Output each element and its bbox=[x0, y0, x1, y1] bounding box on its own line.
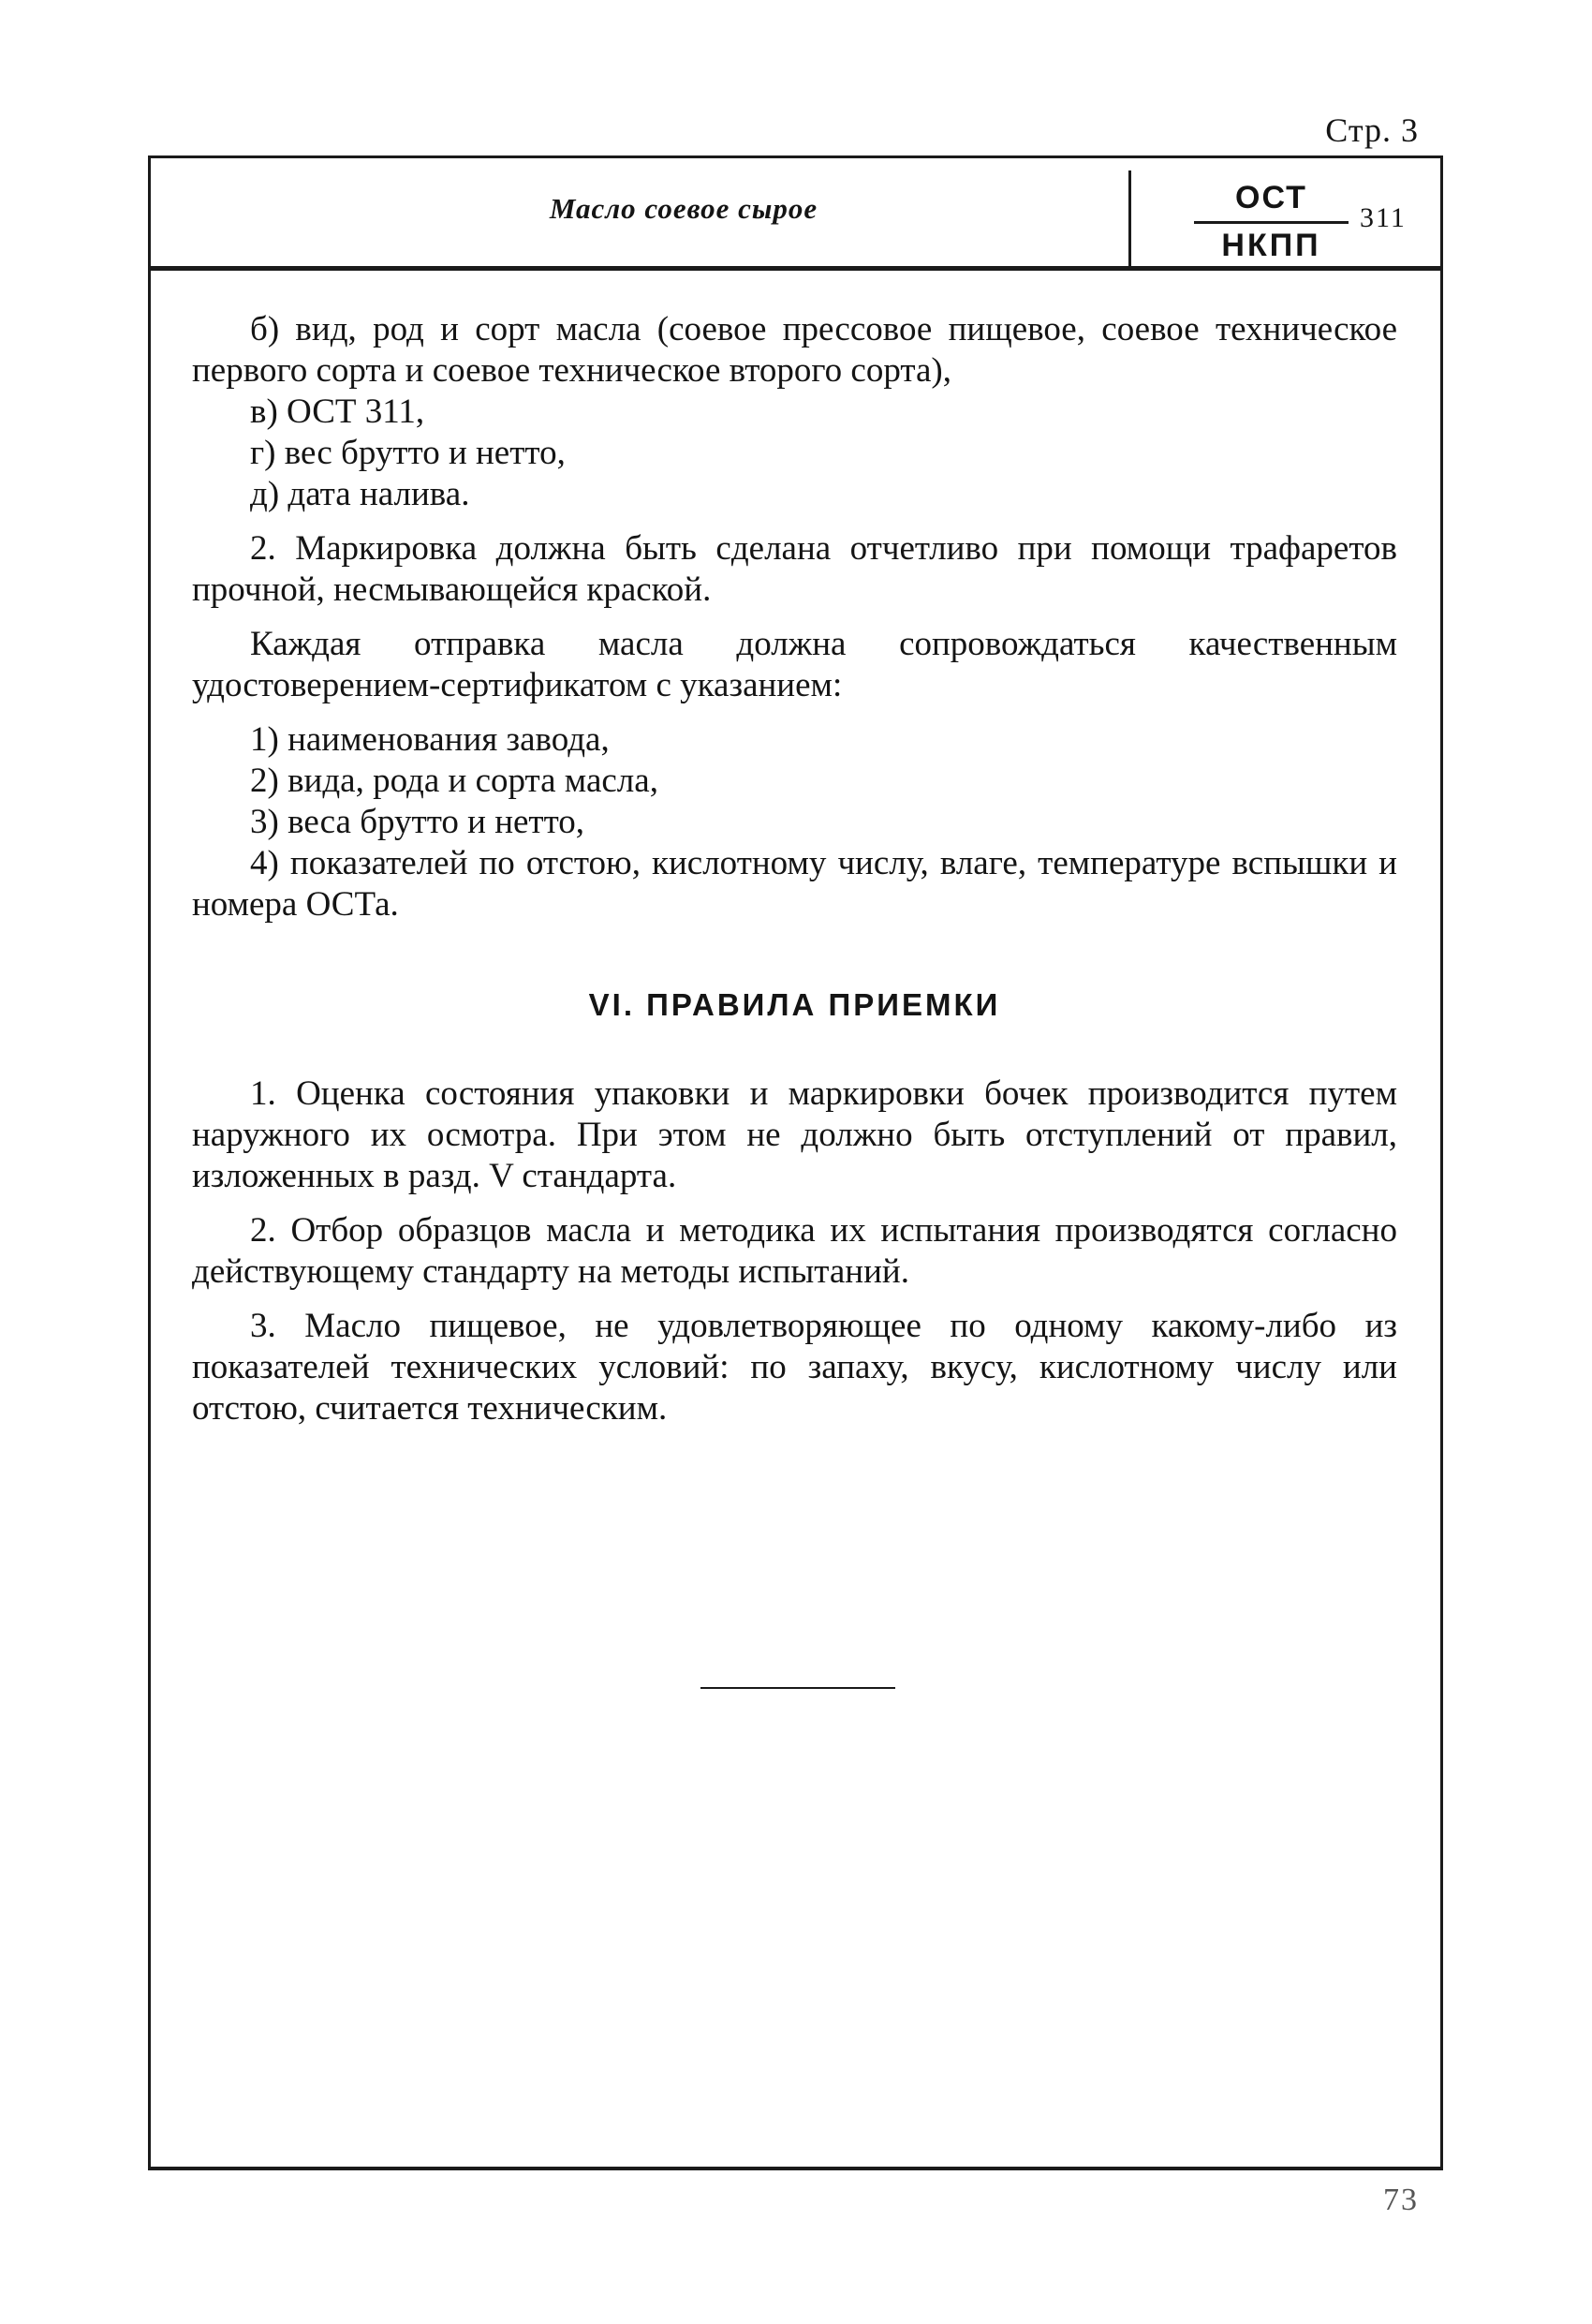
list-item-b: б) вид, род и сорт масла (соевое прессовое пищевое, соевое техническое первого сорта и соевое техническое второго сорта), bbox=[192, 310, 1397, 390]
header-divider bbox=[1128, 170, 1131, 266]
section-title: VI. ПРАВИЛА ПРИЕМКИ bbox=[588, 987, 1001, 1022]
certificate-item-3: 3) веса брутто и нетто, bbox=[250, 803, 585, 841]
frame-left-rule bbox=[148, 157, 151, 2169]
standard-top: ОСТ bbox=[1235, 180, 1307, 215]
end-rule bbox=[700, 1687, 895, 1689]
document-body bbox=[192, 309, 1397, 1429]
acceptance-rule-1: 1. Оценка состояния упаковки и маркировки бочек производится путем наружного их осмотра. При этом не должно быть отступлений от правил, изложенных в разд. V стандарта. bbox=[192, 1074, 1397, 1195]
page-label: Стр. 3 bbox=[1325, 111, 1419, 149]
list-item-g: г) вес брутто и нетто, bbox=[250, 434, 566, 472]
certificate-item-1: 1) наименования завода, bbox=[250, 720, 610, 759]
list-item-v: в) ОСТ 311, bbox=[250, 392, 425, 431]
frame-top-rule bbox=[148, 155, 1443, 158]
frame-bottom-rule bbox=[148, 2167, 1443, 2170]
list-item-d: д) дата налива. bbox=[250, 475, 470, 513]
standard-bottom: НКПП bbox=[1221, 228, 1321, 263]
paragraph-certificate: Каждая отправка масла должна сопровождаться качественным удостоверением-сертификатом с указанием: bbox=[192, 625, 1397, 704]
acceptance-rule-3: 3. Масло пищевое, не удовлетворяющее по одному какому-либо из показателей технических условий: по запаху, вкусу, кислотному числу или отстою, считается техническим. bbox=[192, 1307, 1397, 1428]
document-title: Масло соевое сырое bbox=[549, 192, 818, 225]
certificate-item-2: 2) вида, рода и сорта масла, bbox=[250, 762, 658, 800]
standard-designation bbox=[1194, 178, 1349, 264]
paragraph-marking: 2. Маркировка должна быть сделана отчетливо при помощи трафаретов прочной, несмывающейся краской. bbox=[192, 529, 1397, 609]
acceptance-rule-2: 2. Отбор образцов масла и методика их испытания производятся согласно действующему стандарту на методы испытаний. bbox=[192, 1211, 1397, 1291]
header-bottom-rule bbox=[148, 266, 1443, 271]
page-number: 73 bbox=[1383, 2183, 1419, 2217]
standard-fraction-line bbox=[1194, 221, 1349, 224]
standard-number: 311 bbox=[1360, 202, 1407, 233]
certificate-item-4: 4) показателей по отстою, кислотному числу, влаге, температуре вспышки и номера ОСТа. bbox=[192, 844, 1397, 924]
frame-right-rule bbox=[1440, 157, 1443, 2169]
